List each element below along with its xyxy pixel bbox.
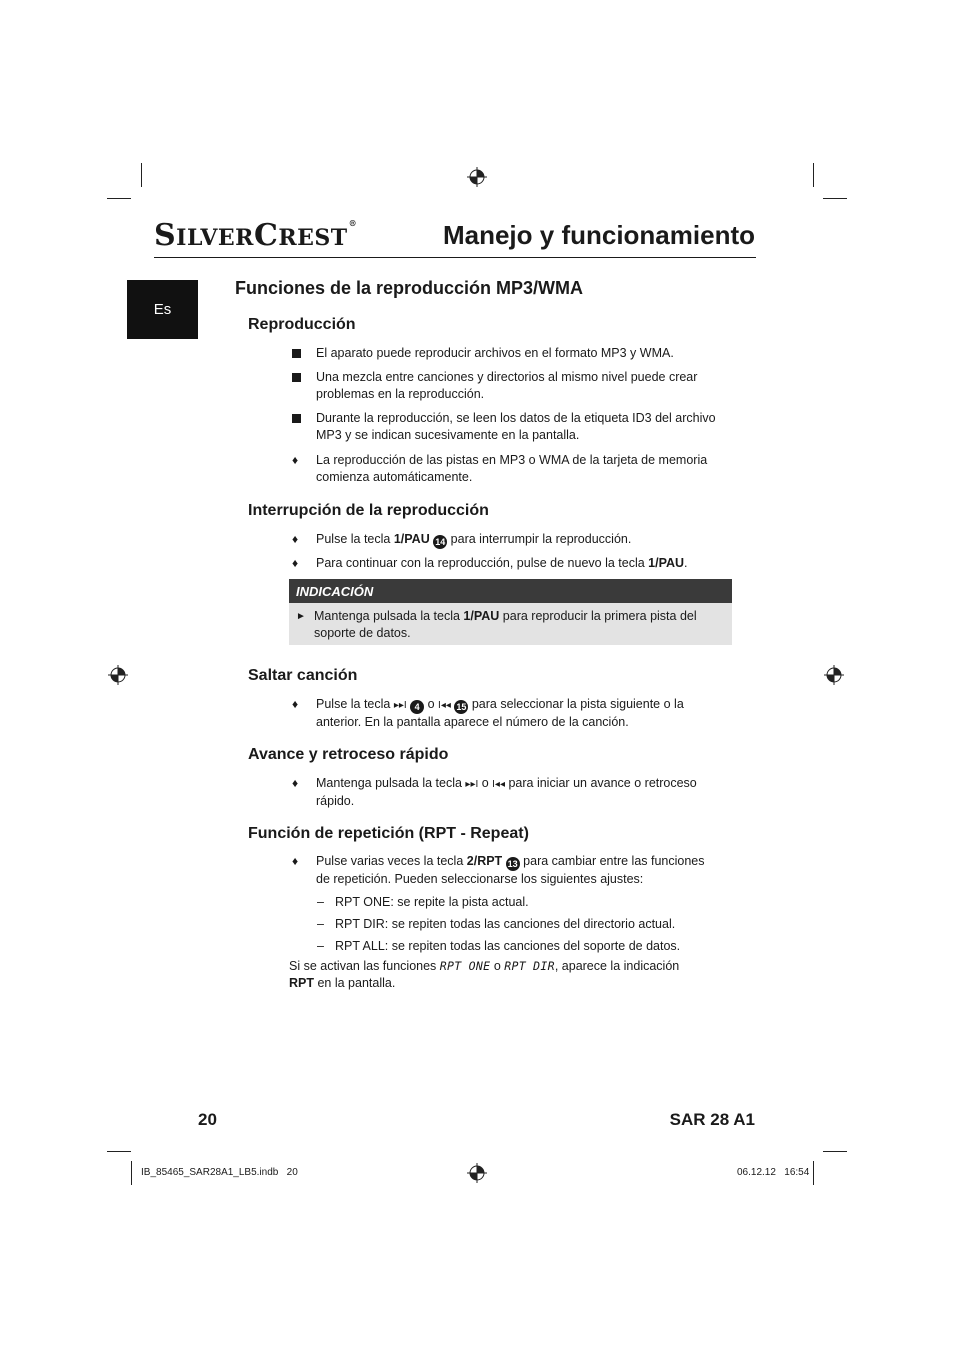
- registration-mark-icon: [824, 665, 844, 685]
- previous-track-icon: I◂◂: [438, 700, 451, 711]
- subheading-saltar: Saltar canción: [248, 667, 358, 684]
- crop-mark: [813, 163, 814, 187]
- step-item: ♦ Para continuar con la reproducción, pulse de nuevo la tecla 1/PAU.: [292, 556, 688, 570]
- square-bullet-icon: [292, 349, 301, 358]
- diamond-bullet-icon: ♦: [292, 532, 299, 546]
- note-body: ► Mantenga pulsada la tecla 1/PAU para reproducir la primera pista del soporte de datos.: [289, 603, 732, 645]
- subheading-avance: Avance y retroceso rápido: [248, 746, 449, 763]
- crop-mark: [813, 1161, 814, 1185]
- crop-mark: [141, 163, 142, 187]
- crop-mark: [131, 1161, 132, 1185]
- option-item: – RPT ONE: se repite la pista actual.: [317, 895, 529, 909]
- registration-mark-icon: [467, 167, 487, 187]
- date-slug: 06.12.12 16:54: [737, 1167, 810, 1178]
- header-divider: [154, 257, 756, 258]
- next-track-icon: ▸▸I: [393, 700, 407, 711]
- crop-mark: [107, 198, 131, 199]
- registration-mark-icon: [108, 665, 128, 685]
- crop-mark: [823, 1151, 847, 1152]
- closing-paragraph: Si se activan las funciones RPT ONE o RPT DIR, aparece la indicación RPT en la pantalla.: [289, 959, 680, 990]
- next-track-icon: ▸▸I: [465, 779, 479, 790]
- lcd-text: RPT ONE: [439, 959, 491, 973]
- crop-mark: [823, 198, 847, 199]
- file-slug: IB_85465_SAR28A1_LB5.indb 20: [141, 1167, 298, 1178]
- page-number: 20: [198, 1110, 217, 1129]
- number-badge: 13: [507, 859, 518, 869]
- step-item: ♦ Pulse la tecla ▸▸I 4 o I◂◂ 15 para seleccionar la pista siguiente o la anterior. En la pantalla aparece el número de la canción.: [292, 697, 684, 729]
- square-bullet-icon: [292, 373, 301, 382]
- number-badge: 4: [410, 700, 424, 714]
- crop-mark: [107, 1151, 131, 1152]
- option-item: – RPT DIR: se repiten todas las canciones del directorio actual.: [317, 917, 676, 931]
- section-title: Funciones de la reproducción MP3/WMA: [235, 278, 584, 298]
- note-header: INDICACIÓN: [289, 579, 732, 603]
- option-item: – RPT ALL: se repiten todas las canciones del soporte de datos.: [317, 939, 681, 953]
- step-item: ♦ Pulse la tecla 1/PAU 14 para interrumpir la reproducción.: [292, 532, 632, 547]
- lcd-text: RPT DIR: [504, 959, 555, 973]
- step-item: ♦ Pulse varias veces la tecla 2/RPT 13 para cambiar entre las funciones de repetición. Pueden seleccionarse los siguientes ajustes:: [292, 854, 705, 886]
- previous-track-icon: I◂◂: [492, 779, 505, 790]
- silvercrest-logo: SILVERCREST®: [154, 218, 358, 253]
- page-title: Manejo y funcionamiento: [442, 220, 755, 250]
- registration-mark-icon: [467, 1163, 487, 1183]
- diamond-bullet-icon: ♦: [292, 453, 299, 467]
- list-item: Durante la reproducción, se leen los datos de la etiqueta ID3 del archivo MP3 y se indican sucesivamente en la pantalla.: [292, 410, 732, 444]
- arrow-bullet-icon: ►: [296, 611, 306, 622]
- list-item: El aparato puede reproducir archivos en el formato MP3 y WMA.: [292, 345, 732, 362]
- diamond-bullet-icon: ♦: [292, 697, 299, 711]
- square-bullet-icon: [292, 414, 301, 423]
- subheading-reproduccion: Reproducción: [248, 316, 356, 333]
- diamond-bullet-icon: ♦: [292, 776, 299, 790]
- subheading-interrupcion: Interrupción de la reproducción: [248, 502, 489, 519]
- number-badge: 15: [456, 702, 467, 712]
- step-item: ♦ Mantenga pulsada la tecla ▸▸I o I◂◂ para iniciar un avance o retroceso rápido.: [292, 776, 697, 808]
- diamond-bullet-icon: ♦: [292, 556, 299, 570]
- step-item: ♦ La reproducción de las pistas en MP3 o WMA de la tarjeta de memoria comienza automáticamente.: [292, 453, 708, 484]
- list-item: Una mezcla entre canciones y directorios al mismo nivel puede crear problemas en la reproducción.: [292, 369, 732, 403]
- subheading-repeticion: Función de repetición (RPT - Repeat): [248, 825, 529, 842]
- language-tab: Es: [127, 280, 198, 339]
- model-number: SAR 28 A1: [669, 1110, 755, 1129]
- number-badge: 14: [435, 537, 446, 547]
- diamond-bullet-icon: ♦: [292, 854, 299, 868]
